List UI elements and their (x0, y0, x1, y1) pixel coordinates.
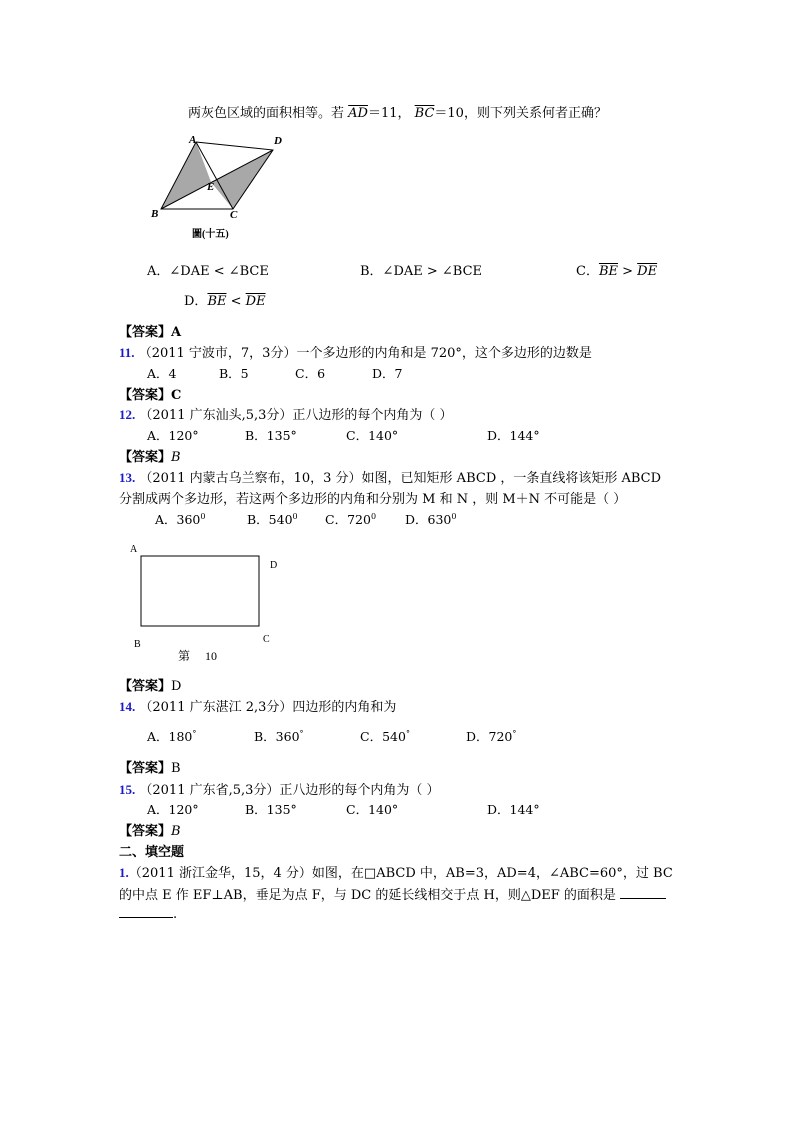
q13-rectangle (141, 556, 259, 626)
q13-option-b-degree: 0 (292, 511, 298, 521)
q11-option-d: D．7 (372, 366, 403, 381)
q10-ad-segment: $\overline{AD}$ (348, 106, 368, 121)
q11-option-a: A．4 (147, 366, 177, 381)
q10-stem (188, 102, 607, 121)
q14-option-d-degree: ° (512, 728, 517, 738)
fill1-line2 (119, 884, 666, 903)
q10-option-d-right: $\overline{DE}$ (245, 294, 266, 309)
q15-answer (119, 820, 181, 839)
q12-option-a: A．120° (147, 428, 199, 443)
fill1-line2-text: 的中点 E 作 EF⊥AB，垂足为点 F，与 DC 的延长线相交于点 H，则△DEF 的面积是 (119, 888, 616, 903)
q13-stem-text-1: （2011 内蒙古乌兰察布，10，3 分）如图，已知矩形 ABCD ，一条直线将该矩形 ABCD (139, 471, 662, 486)
q13-number: 13. (119, 470, 136, 485)
q14-option-b (254, 727, 304, 745)
q10-option-a: A．∠DAE < ∠BCE (147, 264, 269, 279)
q12-option-b: B．135° (245, 428, 297, 443)
fill1-line3 (119, 905, 177, 922)
q14-number: 14. (119, 699, 136, 714)
fill1-end: . (173, 907, 178, 922)
q10-shaded-triangle-right (211, 150, 273, 209)
q15-option-c: C．140° (346, 802, 399, 817)
q13-option-a-degree: 0 (200, 511, 206, 521)
q15-option-a: A．120° (147, 802, 199, 817)
q10-stem-prefix: 两灰色区域的面积相等。若 (188, 106, 345, 121)
q10-answer (119, 321, 181, 340)
q13-figure-caption: 第 10 (178, 649, 218, 663)
q14-stem (119, 696, 396, 715)
fill1-answer-blank-1 (620, 886, 666, 899)
q10-option-d (184, 290, 266, 309)
q10-shaded-triangle-left (161, 142, 211, 209)
q13-option-b (247, 510, 298, 528)
q10-bc-segment: $\overline{BC}$ (414, 106, 435, 121)
q13-label-a: A (130, 544, 138, 555)
q15-option-d: D．144° (487, 802, 540, 817)
q10-label-c: C (230, 209, 238, 221)
q10-option-b: B．∠DAE > ∠BCE (360, 264, 483, 279)
q11-option-c: C．6 (295, 366, 326, 381)
q10-option-d-operator: < (226, 294, 246, 309)
q13-option-a-text: A．360 (155, 512, 201, 527)
q14-option-d-text: D．720 (466, 729, 513, 744)
q10-bc-value: ＝10，则下列关系何者正确？ (434, 106, 607, 121)
fill1-line1 (119, 862, 673, 881)
q12-option-c: C．140° (346, 428, 399, 443)
q12-stem (119, 404, 453, 423)
q10-option-c-label: C． (576, 264, 599, 279)
q13-answer-value: D (171, 679, 182, 694)
q13-option-d-text: D．630 (405, 512, 452, 527)
q11-number: 11. (119, 345, 135, 360)
q15-stem (119, 779, 440, 798)
q15-answer-value: B (171, 824, 181, 839)
q13-label-d: D (270, 560, 278, 571)
q14-option-d (466, 727, 516, 745)
q13-option-c-text: C．720 (325, 512, 371, 527)
q13-answer (119, 675, 181, 694)
q13-option-a (155, 510, 205, 528)
q11-answer-label: 【答案】 (119, 388, 172, 403)
q11-stem (119, 342, 592, 361)
q13-stem-line1 (119, 467, 661, 486)
q14-option-a (147, 727, 196, 745)
q13-option-c (325, 510, 376, 528)
q12-answer-value: B (171, 450, 181, 465)
q13-label-c: C (263, 634, 270, 645)
q10-parallelogram-figure (146, 132, 296, 244)
q14-option-a-text: A．180 (147, 729, 193, 744)
q15-stem-text: （2011 广东省,5,3分）正八边形的每个内角为（ ） (139, 783, 440, 798)
q10-answer-value: A (171, 325, 182, 340)
q12-option-d: D．144° (487, 428, 540, 443)
q10-label-a: A (189, 134, 197, 146)
q13-rectangle-figure (126, 540, 286, 665)
q10-ad-value: ＝11， (367, 106, 411, 121)
q13-option-b-text: B．540 (247, 512, 293, 527)
q13-option-c-degree: 0 (370, 511, 377, 521)
q10-answer-label: 【答案】 (119, 325, 172, 340)
q10-option-c (576, 260, 657, 279)
q10-option-d-label: D． (184, 294, 208, 309)
q12-stem-text: （2011 广东汕头,5,3分）正八边形的每个内角为（ ） (139, 408, 453, 423)
q15-number: 15. (119, 782, 136, 797)
q12-number: 12. (119, 407, 136, 422)
fill1-number: 1. (119, 865, 129, 880)
q10-option-c-right: $\overline{DE}$ (637, 264, 658, 279)
section-fill-in-title: 二、填空题 (119, 845, 185, 860)
fill1-answer-blank-2 (119, 905, 173, 918)
q13-stem-line2: 分割成两个多边形，若这两个多边形的内角和分别为 M 和 N ，则 M＋N 不可能是（ ） (119, 492, 627, 507)
q11-option-b: B．5 (219, 366, 249, 381)
q10-figure-caption: 圖(十五) (192, 229, 229, 240)
q11-stem-text: （2011 宁波市，7，3分）一个多边形的内角和是 720°，这个多边形的边数是 (138, 346, 592, 361)
q14-answer-label: 【答案】 (119, 761, 172, 776)
q10-option-c-left: $\overline{BE}$ (598, 264, 618, 279)
q13-option-d-degree: 0 (451, 511, 457, 521)
q13-option-d (405, 510, 456, 528)
q14-option-c-text: C．540 (360, 729, 406, 744)
q10-option-d-left: $\overline{BE}$ (207, 294, 227, 309)
fill1-line1-text: （2011 浙江金华，15，4 分）如图，在□ABCD 中，AB=3，AD=4，∠ABC=60°，过 BC (128, 866, 673, 881)
q14-answer-value: B (171, 761, 181, 776)
q15-option-b: B．135° (245, 802, 297, 817)
q11-answer-value: C (171, 388, 182, 403)
q12-answer (119, 446, 181, 465)
q12-answer-label: 【答案】 (119, 450, 172, 465)
q13-label-b: B (134, 639, 141, 650)
q14-stem-text: （2011 广东湛江 2,3分）四边形的内角和为 (139, 700, 397, 715)
q10-option-c-operator: > (618, 264, 638, 279)
q10-label-d: D (274, 135, 282, 147)
q14-option-c (360, 727, 410, 745)
q14-option-b-degree: ° (299, 728, 304, 738)
q10-label-b: B (151, 208, 159, 220)
q14-option-b-text: B．360 (254, 729, 300, 744)
q10-label-e: E (207, 181, 215, 193)
q15-answer-label: 【答案】 (119, 824, 172, 839)
q14-option-a-degree: ° (192, 728, 197, 738)
q13-answer-label: 【答案】 (119, 679, 172, 694)
q14-answer (119, 757, 181, 776)
q14-option-c-degree: ° (405, 728, 410, 738)
q11-answer (119, 384, 181, 403)
